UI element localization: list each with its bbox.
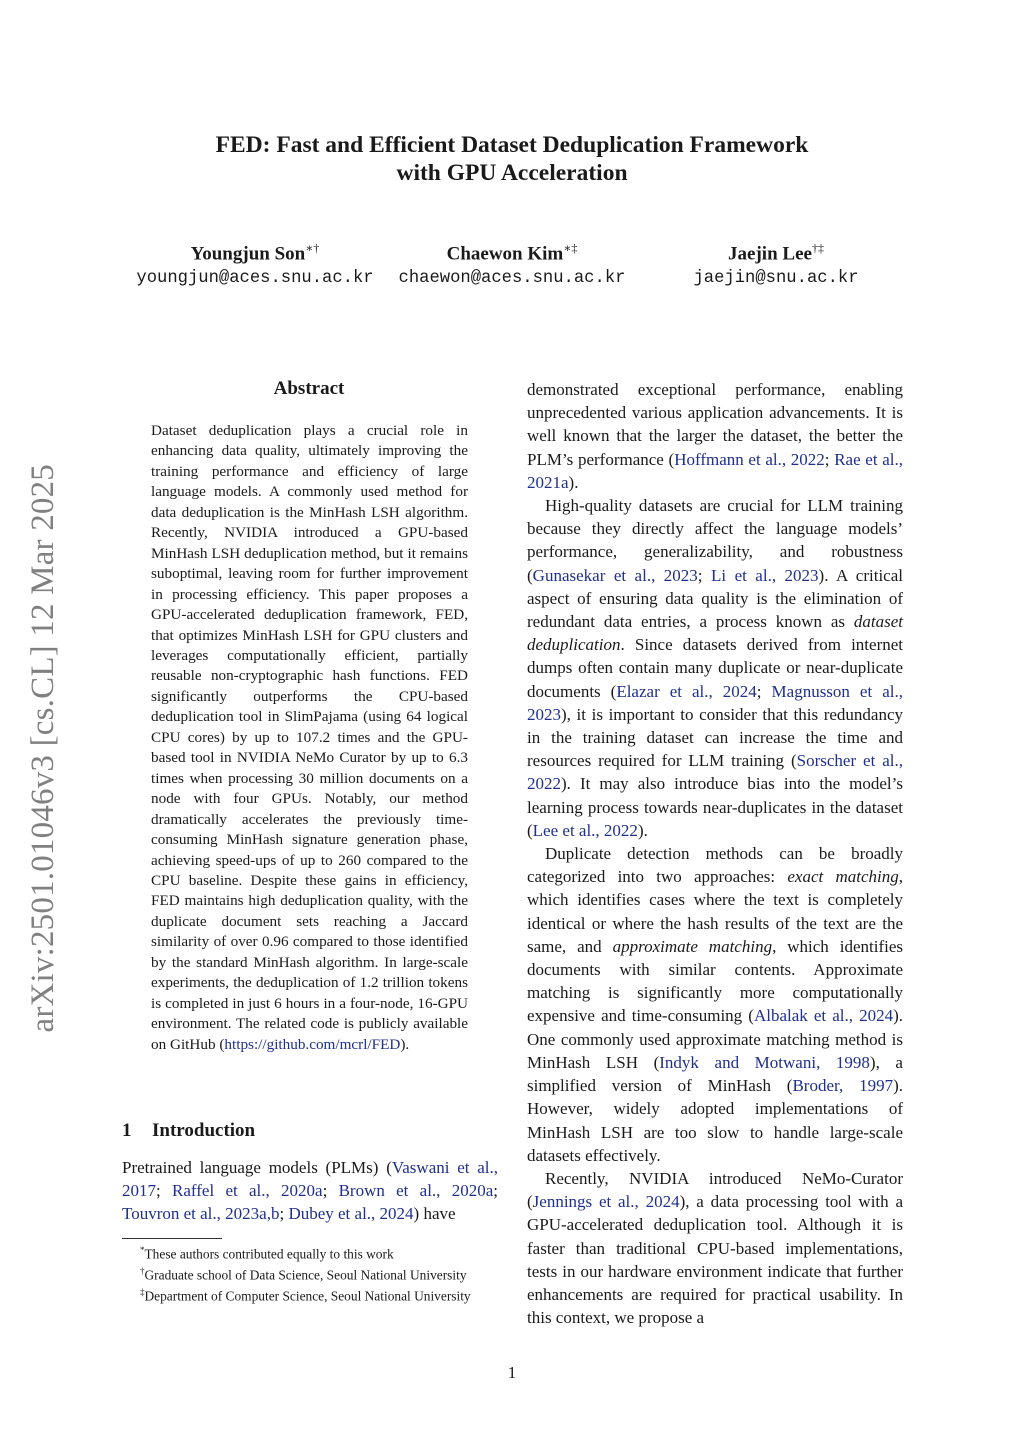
citation-link[interactable]: Albalak et al., 2024	[753, 1006, 894, 1026]
footnote-text: Graduate school of Data Science, Seoul National University	[144, 1267, 467, 1283]
text: ). A critical aspect of ensuring data quality is the elimination of redundant data entries, a process known as	[527, 565, 903, 632]
text: ). It may also introduce bias into the model’s learning process towards near-duplicates in the dataset (	[527, 774, 903, 840]
text: ;	[156, 1181, 172, 1201]
citation-link[interactable]: Sorscher et al., 2022	[527, 751, 903, 794]
text: . Since datasets derived from internet dumps often contain many duplicate or near-duplicate documents (	[527, 635, 903, 701]
citation-link[interactable]: Jennings et al., 2024	[532, 1192, 680, 1212]
text: ;	[493, 1181, 498, 1201]
text: ;	[697, 565, 711, 585]
abstract-paren: (	[219, 1035, 225, 1053]
citation-link[interactable]: Hoffmann et al., 2022	[674, 449, 825, 469]
text: ).	[568, 472, 579, 492]
text: Recently, NVIDIA introduced NeMo-Curator (	[527, 1168, 903, 1212]
author-block-2	[388, 236, 636, 292]
abstract-heading: Abstract	[273, 378, 345, 399]
author-email: chaewon@aces.snu.ac.kr	[398, 269, 626, 289]
author-name: Chaewon Kim	[446, 243, 564, 265]
abstract-paren: ).	[400, 1035, 410, 1053]
citation-link[interactable]: Li et al., 2023	[711, 565, 819, 585]
abstract-text: Dataset deduplication plays a crucial role in enhancing data quality, ultimately improving the training performance and efficiency of large language models. A commonly used method for data deduplication is the MinHash LSH algorithm. Recently, NVIDIA introduced a GPU-based MinHash LSH deduplication method, but it remains suboptimal, leaving room for further improvement in processing efficiency. This paper proposes a GPU-accelerated deduplication framework, FED, that optimizes MinHash LSH for GPU clusters and leverages computationally efficient, partially reusable non-cryptographic hash functions. FED significantly outperforms the CPU-based deduplication tool in SlimPajama (using 64 logical CPU cores) by up to 107.2 times and the GPU-based tool in NVIDIA NeMo Curator by up to 6.3 times when processing 30 million documents on a node with four GPUs. Notably, our method dramatically accelerates the previously time-consuming MinHash signature generation phase, achieving speed-ups of up to 260 compared to the CPU baseline. Despite these gains in efficiency, FED maintains high deduplication quality, with the duplicate document sets reaching a Jaccard similarity of over 0.96 compared to those identified by the standard MinHash algorithm. In large-scale experiments, the deduplication of 1.2 trillion tokens is completed in just 6 hours in a four-node, 16-GPU environment. The related code is publicly available on GitHub	[151, 422, 468, 1053]
footnote-3	[122, 1284, 498, 1305]
paragraph-4	[527, 1167, 903, 1329]
footnote-text: These authors contributed equally to this work	[144, 1246, 394, 1262]
text: ;	[279, 1204, 289, 1224]
paragraph-1	[527, 378, 903, 494]
author-email: jaejin@snu.ac.kr	[693, 269, 859, 289]
paper-title-line-1: FED: Fast and Efficient Dataset Deduplication Framework	[215, 132, 809, 158]
text: ).	[637, 820, 648, 840]
paragraph-3	[527, 842, 903, 1167]
section-heading-introduction	[122, 1120, 255, 1142]
citation-link[interactable]: Elazar et al., 2024	[616, 681, 757, 701]
emphasis-text: exact matching	[787, 867, 899, 887]
citation-link[interactable]: Magnusson et al., 2023	[527, 681, 903, 724]
citation-link[interactable]: Rae et al., 2021a	[527, 449, 904, 492]
citation-link[interactable]: Indyk and Motwani, 1998	[659, 1052, 870, 1072]
author-affiliation-marks: ∗‡	[563, 241, 578, 255]
emphasis-text: approximate matching	[612, 936, 773, 956]
text: ;	[824, 449, 835, 469]
paragraph-2	[527, 494, 903, 842]
author-affiliation-marks: †‡	[811, 241, 824, 255]
github-link[interactable]: https://github.com/mcrl/FED	[224, 1035, 401, 1053]
citation-link[interactable]: Lee et al., 2022	[532, 820, 638, 840]
text: ;	[322, 1181, 339, 1201]
footnote-1	[122, 1242, 498, 1263]
text: High-quality datasets are crucial for LLM training because they directly affect the language models’ performance, generalizability, and robustness (	[527, 496, 903, 585]
footnote-text: Department of Computer Science, Seoul National University	[144, 1288, 471, 1304]
footnote-mark: ‡	[140, 1286, 145, 1297]
footnotes	[122, 1242, 498, 1305]
text: ), a simplified version of MinHash (	[527, 1052, 903, 1096]
text: ), it is important to consider that this redundancy in the training dataset can increase the time and resources required for LLM training (	[527, 704, 903, 771]
text: , which identifies cases where the text is completely identical or where the hash results of the text are the same, and	[527, 867, 903, 956]
paper-title	[0, 131, 1024, 187]
text: demonstrated exceptional performance, enabling unprecedented various application advancements. It is well known that the larger the dataset, the better the PLM’s performance (	[527, 380, 903, 469]
text: ) have	[413, 1204, 456, 1224]
author-email: youngjun@aces.snu.ac.kr	[136, 269, 374, 289]
footnote-2	[122, 1263, 498, 1284]
text: Duplicate detection methods can be broadly categorized into two approaches:	[527, 844, 903, 887]
section-title: Introduction	[152, 1120, 256, 1141]
citation-link[interactable]: Broder, 1997	[792, 1076, 894, 1096]
author-name: Youngjun Son	[190, 243, 306, 265]
citation-link[interactable]: Raffel et al., 2020a	[172, 1181, 323, 1201]
paper-title-line-2: with GPU Acceleration	[396, 160, 628, 186]
text: Pretrained language models (PLMs) (	[122, 1158, 392, 1177]
section-number: 1	[122, 1120, 132, 1141]
text: , which identifies documents with similar contents. Approximate matching is significantly more computationally expensive and time-consuming (	[527, 936, 903, 1026]
emphasis-text: dataset deduplication	[527, 612, 903, 655]
author-name: Jaejin Lee	[728, 243, 812, 265]
author-block-3	[668, 236, 884, 292]
text: ;	[756, 681, 772, 701]
citation-link[interactable]: Touvron et al., 2023a,b	[122, 1204, 280, 1224]
citation-link[interactable]: Vaswani et al., 2017	[122, 1158, 498, 1201]
abstract-body	[151, 421, 468, 1055]
arxiv-identifier-text: arXiv:2501.01046v3 [cs.CL] 12 Mar 2025	[24, 463, 61, 1033]
author-affiliation-marks: ∗†	[305, 241, 320, 255]
right-column	[527, 378, 903, 1329]
footnote-mark: *	[140, 1245, 145, 1255]
citation-link[interactable]: Gunasekar et al., 2023	[532, 565, 698, 585]
citation-link[interactable]: Brown et al., 2020a	[338, 1181, 494, 1201]
text: ). One commonly used approximate matching method is MinHash LSH (	[527, 1006, 903, 1072]
footnote-divider	[122, 1238, 222, 1239]
text: ). However, widely adopted implementations of MinHash LSH are too slow to handle large-scale datasets effectively.	[527, 1076, 903, 1165]
arxiv-identifier-stamp	[12, 418, 74, 1078]
citation-link[interactable]: Dubey et al., 2024	[288, 1204, 414, 1224]
author-block-1	[132, 236, 378, 292]
page-number: 1	[507, 1363, 517, 1382]
footnote-mark: †	[140, 1265, 145, 1276]
intro-paragraph	[122, 1156, 498, 1226]
text: ), a data processing tool with a GPU-accelerated deduplication tool. Although it is faster than traditional CPU-based implementations, tests in our hardware environment indicate that further enhancements are required for practical usability. In this context, we propose a	[527, 1192, 903, 1328]
